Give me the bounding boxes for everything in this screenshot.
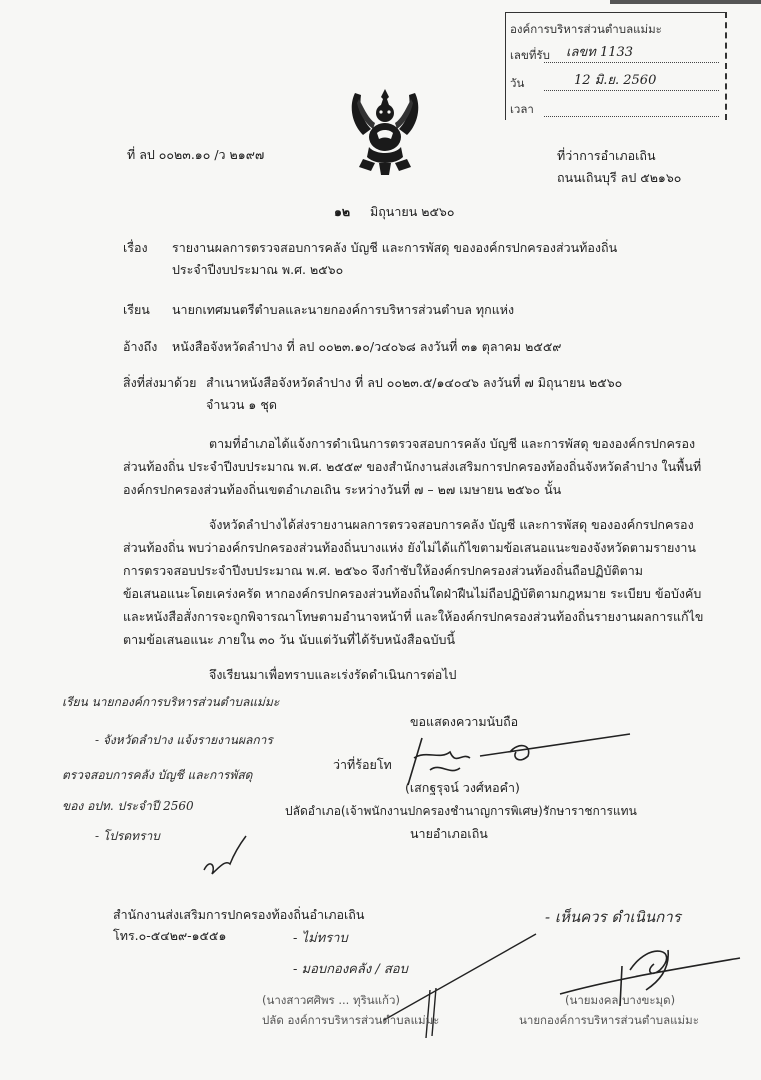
subject-line2: ประจำปีงบประมาณ พ.ศ. ๒๕๖๐ <box>172 262 344 277</box>
signer-rank: ว่าที่ร้อยโท <box>333 757 392 772</box>
chief-name: (นายมงคล บางขะมุด) <box>565 993 676 1007</box>
date-day: ๑๒ <box>334 204 351 219</box>
clerk-name: (นางสาวศศิพร ... ทุรินแก้ว) <box>262 993 400 1007</box>
paragraph1-line3: องค์กรปกครองส่วนท้องถิ่นเขตอำเภอเถิน ระหว่างวันที่ ๗ – ๒๗ เมษายน ๒๕๖๐ นั้น <box>123 482 562 497</box>
footer-phone: โทร.๐-๕๔๒๙-๑๕๕๑ <box>113 928 227 943</box>
reference-value: หนังสือจังหวัดลำปาง ที่ ลป ๐๐๒๓.๑๐/ว๔๐๖๘ ลงวันที่ ๓๑ ตุลาคม ๒๕๕๙ <box>172 339 562 354</box>
closing-request: จึงเรียนมาเพื่อทราบและเร่งรัดดำเนินการต่อไป <box>209 667 457 682</box>
stamp-org: องค์การบริหารส่วนตำบลแม่มะ <box>510 22 662 36</box>
paragraph2-line6: ตามข้อเสนอแนะ ภายใน ๓๐ วัน นับแต่วันที่ได้รับหนังสือฉบับนี้ <box>123 632 456 647</box>
paragraph1-line2: ส่วนท้องถิ่น ประจำปีงบประมาณ พ.ศ. ๒๕๕๙ ของสำนักงานส่งเสริมการปกครองท้องถิ่นจังหวัดลำปาง ในพื้นที่ <box>123 459 702 474</box>
subject-label: เรื่อง <box>123 240 148 255</box>
handwritten-note-line: ของ อปท. ประจำปี 2560 <box>62 799 194 813</box>
enclosure-line2: จำนวน ๑ ชุด <box>206 397 277 412</box>
scan-edge <box>610 0 761 4</box>
office-address-line2: ถนนเถินบุรี ลป ๕๒๑๖๐ <box>557 170 682 185</box>
signer-name: (เสกฐรุจน์ วงศ์หอคำ) <box>405 780 520 795</box>
reference-label: อ้างถึง <box>123 339 158 354</box>
stamp-receipt-value: เลขท 1133 <box>566 45 634 60</box>
chief-handwritten-note: - เห็นควร ดำเนินการ <box>545 908 681 926</box>
stamp-dotline <box>544 115 719 117</box>
paragraph2-line4: ข้อเสนอแนะโดยเคร่งครัด หากองค์กรปกครองส่วนท้องถิ่นใดฝ่าฝืนไม่ถือปฏิบัติตามกฎหมาย ระเบียบ ข้อบังคับ <box>123 586 702 601</box>
receipt-stamp <box>505 12 727 120</box>
paragraph2-line1: จังหวัดลำปางได้ส่งรายงานผลการตรวจสอบการคลัง บัญชี และการพัสดุ ขององค์กรปกครอง <box>209 517 694 532</box>
closing-salutation: ขอแสดงความนับถือ <box>410 714 519 729</box>
subject-line1: รายงานผลการตรวจสอบการคลัง บัญชี และการพัสดุ ขององค์กรปกครองส่วนท้องถิ่น <box>172 240 618 255</box>
handwritten-bottom-line2: - มอบกองคลัง / สอบ <box>293 962 408 977</box>
stamp-receipt-label: เลขที่รับ <box>510 48 550 62</box>
enclosure-label: สิ่งที่ส่งมาด้วย <box>123 375 197 390</box>
initials-signature-icon <box>200 830 250 880</box>
to-label: เรียน <box>123 302 150 317</box>
handwritten-note-line: - โปรดทราบ <box>95 829 160 843</box>
stamp-date-value: 12 มิ.ย. 2560 <box>574 73 657 88</box>
stamp-date-label: วัน <box>510 76 525 90</box>
handwritten-note-line: เรียน นายกองค์การบริหารส่วนตำบลแม่มะ <box>62 695 280 709</box>
handwritten-note-line: - จังหวัดลำปาง แจ้งรายงานผลการ <box>95 733 273 747</box>
chief-position: นายกองค์การบริหารส่วนตำบลแม่มะ <box>519 1013 699 1027</box>
signer-position-line2: นายอำเภอเถิน <box>410 826 488 841</box>
garuda-emblem-icon <box>345 85 425 177</box>
paragraph1-line1: ตามที่อำเภอได้แจ้งการดำเนินการตรวจสอบการคลัง บัญชี และการพัสดุ ขององค์กรปกครอง <box>209 436 696 451</box>
to-value: นายกเทศมนตรีตำบลและนายกองค์การบริหารส่วนตำบล ทุกแห่ง <box>172 302 515 317</box>
date-month-year: มิถุนายน ๒๕๖๐ <box>370 204 455 219</box>
signer-position-line1: ปลัดอำเภอ(เจ้าพนักงานปกครองชำนาญการพิเศษ)รักษาราชการแทน <box>285 804 637 818</box>
document-number: ที่ ลป ๐๐๒๓.๑๐ /ว ๒๑๙๗ <box>127 147 265 162</box>
footer-office: สำนักงานส่งเสริมการปกครองท้องถิ่นอำเภอเถิน <box>113 907 365 922</box>
handwritten-bottom-line1: - ไม่ทราบ <box>293 931 348 946</box>
paragraph2-line2: ส่วนท้องถิ่น พบว่าองค์กรปกครองส่วนท้องถิ่นบางแห่ง ยังไม่ได้แก้ไขตามข้อเสนอแนะของจังหวัดตามรายงาน <box>123 540 696 555</box>
paragraph2-line5: และหนังสือสั่งการจะถูกพิจารณาโทษตามอำนาจหน้าที่ และให้องค์กรปกครองส่วนท้องถิ่นรายงานผลการแก้ไข <box>123 609 704 624</box>
enclosure-line1: สำเนาหนังสือจังหวัดลำปาง ที่ ลป ๐๐๒๓.๕/๑๔๐๔๖ ลงวันที่ ๗ มิถุนายน ๒๕๖๐ <box>206 375 623 390</box>
paragraph2-line3: การตรวจสอบประจำปีงบประมาณ พ.ศ. ๒๕๖๐ จึงกำชับให้องค์กรปกครองส่วนท้องถิ่นถือปฏิบัติตาม <box>123 563 643 578</box>
clerk-position: ปลัด องค์การบริหารส่วนตำบลแม่มะ <box>262 1013 440 1027</box>
office-address-line1: ที่ว่าการอำเภอเถิน <box>557 148 656 163</box>
stamp-time-label: เวลา <box>510 102 534 116</box>
handwritten-note-line: ตรวจสอบการคลัง บัญชี และการพัสดุ <box>62 768 253 782</box>
